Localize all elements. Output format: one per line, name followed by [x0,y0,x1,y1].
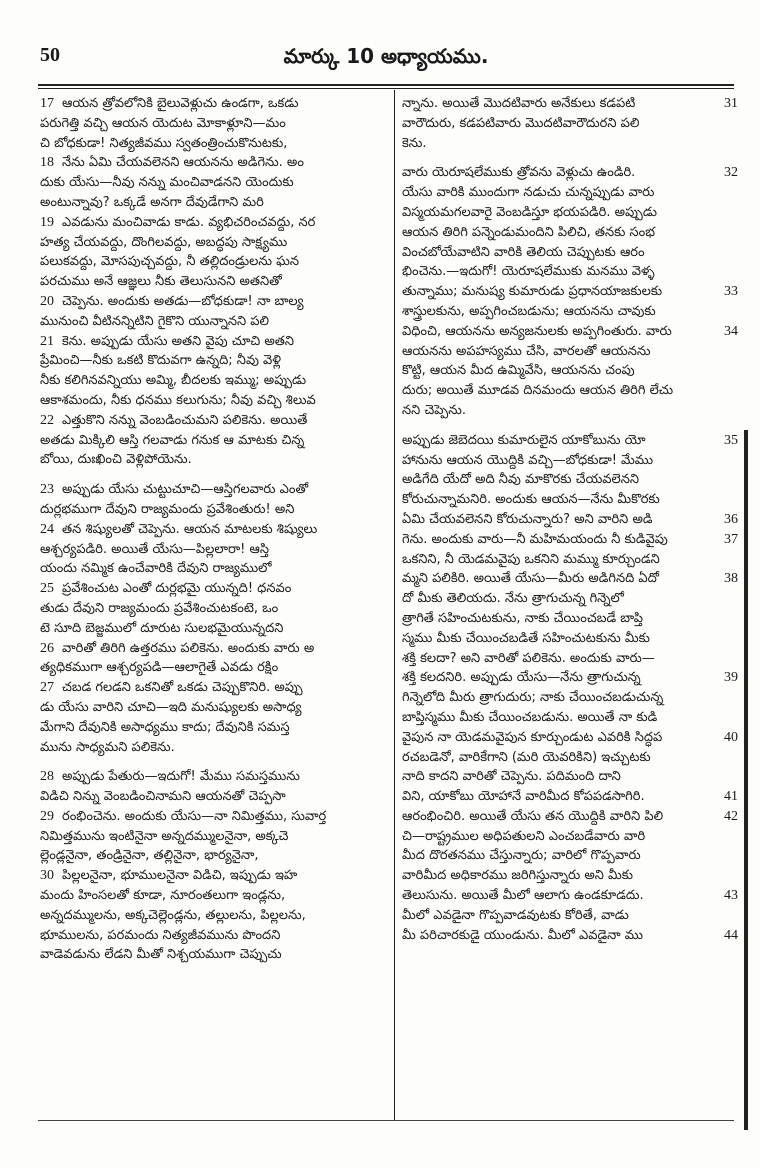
text-line [402,589,736,609]
text-line [40,718,390,738]
text-line [402,282,736,302]
paragraph-gap [40,470,390,480]
text-line [402,609,736,629]
verse-block [40,579,390,638]
line-text: యేసు వారికి ముందుగా నడుచు చున్నప్పుడు వారు [402,185,655,201]
text-line [40,807,390,827]
verse-number: 30 [40,868,54,884]
line-text: హత్య చేయవద్దు, దొంగిలవద్దు, అబద్ధపు సాక్ష్యము [40,234,288,250]
text-line [40,866,390,886]
text-line [40,252,390,272]
line-text: వారు యెరూషలేముకు త్రోవను వెళ్లుచు ఉండిరి. [402,165,636,181]
left-column [40,94,390,965]
line-text: దుర్లభముగా దేవుని రాజ్యమందు ప్రవేశింతురు! అని [40,501,295,517]
verse-block [402,926,736,946]
verse-number: 18 [40,155,54,171]
text-line [40,153,390,173]
text-line [402,688,736,708]
text-line [40,411,390,431]
line-text: ఏమి చేయవలెనని కోరుచున్నారు? అని వారిని అడి [402,511,653,527]
text-line [402,649,736,669]
verse-block [40,520,390,579]
text-line [40,639,390,659]
verse-number: 28 [40,769,54,785]
line-text: రచబడెనో, వారికేగాని (మరి యెవరికిని) ఇచ్చుటకు [402,749,651,765]
line-text: నేను ఏమి చేయవలెనని ఆయనను అడిగెను. అం [62,155,304,171]
text-line [402,431,736,451]
paragraph-gap [40,757,390,767]
line-text: మ్మని పలికిరి. అయితే యేసు—మీరు అడిగినది ఏదో [402,571,659,587]
line-text: తెలుసును. అయితే మీలో ఆలాగు ఉండకూడదు. [402,888,644,904]
verse-block [402,668,736,727]
verse-block [40,292,390,332]
line-text: దురు; అయితే మూడవ దినమందు ఆయన తిరిగి లేచు [402,383,674,399]
text-line [40,371,390,391]
text-line [402,728,736,748]
line-text: స్మము మీకు చేయించబడితే సహించుటకును మీకు [402,630,650,646]
line-text: కెను. అప్పుడు యేసు అతని వైపు చూచి అతని [62,333,295,349]
verse-block [402,282,736,322]
line-text: పిల్లలనైనా, భూములనైనా విడిచి, ఇప్పుడు ఇహ [62,868,298,884]
verse-block [40,411,390,470]
text-line [40,698,390,718]
line-text: మీ పరిచారకుడై యుండును. మీలో ఎవడైనా ము [402,927,643,943]
text-line [402,302,736,322]
text-line [40,94,390,114]
text-line [402,134,736,154]
verse-block [40,678,390,757]
text-line [402,163,736,183]
text-line [40,767,390,787]
line-text: నీకు కలిగినవన్నియు అమ్మి, బీదలకు ఇమ్ము; అప్పుడు [40,373,307,389]
verse-number: 39 [724,670,738,686]
text-line [40,351,390,371]
line-text: అప్పుడు పేతురు—ఇదుగో! మేము సమస్తమును [62,769,300,785]
verse-number: 40 [724,729,738,745]
running-head: మార్కు 10 అధ్యాయము. [283,44,489,68]
line-text: బాప్తిస్మము మీకు చేయించబడును. అయితే నా కుడి [402,709,658,725]
verse-number: 33 [724,284,738,300]
verse-number: 19 [40,214,54,230]
line-text: విని, యాకోబు యోహానే వారిమీద కోపపడసాగిరి. [402,789,645,805]
text-line [402,262,736,282]
page-edge-shadow [744,430,748,1130]
text-line [402,629,736,649]
line-text: చబడ గలడని ఒకనితో ఒకడు చెప్పుకొనిరి. అప్పు [62,680,303,696]
line-text: శక్తి కలదా? అని వారితో పలికెను. అందుకు వారు— [402,650,655,666]
line-text: డు యేసు వారిని చూచి—ఇది మనుష్యులకు అసాధ్య [40,699,302,715]
verse-number: 25 [40,581,54,597]
verse-block [40,332,390,411]
line-text: గెను. అందుకు వారు—నీ మహిమయందు నీ కుడివైపు [402,531,668,547]
text-line [40,540,390,560]
verse-number: 21 [40,333,54,349]
line-text: ఎత్తుకొని నన్ను వెంబడించుమని పలికెను. అయితే [62,412,308,428]
verse-block [402,787,736,807]
line-text: చెప్పెను. అందుకు అతడు—బోధకుడా! నా బాల్య [62,293,304,309]
verse-block [402,163,736,282]
line-text: ఆరంభించిరి. అయితే యేసు తన యొద్దికి వారిని పిలి [402,808,664,824]
text-line [402,451,736,471]
verse-number: 35 [724,432,738,448]
line-text: శాస్త్రులకును, అప్పగించబడును; ఆయనను చావుకు [402,303,656,319]
verse-number: 17 [40,96,54,111]
paragraph-gap [402,421,736,431]
text-line [40,431,390,451]
verse-block [402,530,736,570]
text-line [402,668,736,688]
verse-number: 23 [40,482,54,498]
line-text: మేగాని దేవునికి అసాధ్యము కాదు; దేవునికి సమస్త [40,719,290,735]
text-line [402,846,736,866]
line-text: శక్తి కలదనిరి. అప్పుడు యేసు—నేను త్రాగుచున్న [402,670,641,686]
header-rule-thin [38,88,734,89]
line-text: రంభించెను. అందుకు యేసు—నా నిమిత్తము, సువార్త [62,808,327,824]
text-line [402,381,736,401]
text-line [402,203,736,223]
text-line [40,134,390,154]
line-text: తుడు దేవుని రాజ్యమందు ప్రవేశించుటకంటె, ఒం [40,600,279,616]
text-line [402,748,736,768]
line-text: చి—రాష్ట్రముల అధిపతులని ఎంచబడేవారు వారి [402,828,646,844]
verse-block [402,510,736,530]
line-text: అప్పుడు యేసు చుట్టుచూచి—ఆస్తిగలవారు ఎంతో [62,482,309,498]
verse-number: 38 [724,571,738,587]
column-divider [394,90,395,1120]
line-text: వాడెవడును లేడని మీతో నిశ్చయముగా చెప్పుచు [40,947,282,963]
text-line [40,945,390,965]
text-line [402,827,736,847]
text-line [40,886,390,906]
line-text: ఆయన తిరిగి పన్నెండుమందిని పిలిచి, తనకు సంభ [402,224,655,240]
line-text: మందు హింసలతో కూడా, నూరంతలుగా ఇండ్లను, [40,888,286,904]
line-text: కోరుచున్నామనిరి. అందుకు ఆయన—నేను మీకొరకు [402,492,660,508]
line-text: అతడు మిక్కిలి ఆస్తి గలవాడు గనుక ఆ మాటకు చిన్న [40,432,305,448]
text-line [40,114,390,134]
verse-block [40,807,390,866]
header-rule [38,84,734,86]
text-line [40,619,390,639]
verse-number: 43 [724,888,738,904]
text-line [40,520,390,540]
line-text: ఆయనను అపహస్యము చేసి, వారలతో ఆయనను [402,343,651,359]
text-line [402,401,736,421]
line-text: యందు నమ్మిక ఉంచేవారికి దేవుని రాజ్యములో [40,561,272,577]
line-text: మునుంచి వీటినన్నిటిని గైకొని యున్నానని పలి [40,313,270,329]
text-line [402,342,736,362]
line-text: వారితో తిరిగి ఉత్తరము పలికెను. అందుకు వారు అ [62,640,315,656]
text-line [40,658,390,678]
line-text: నిమిత్తమును ఇంటినైనా అన్నదమ్ములనైనా, అక్కచె [40,828,289,844]
text-line [40,579,390,599]
text-line [40,391,390,411]
text-line [402,787,736,807]
right-column [402,94,736,945]
text-line [40,906,390,926]
line-text: వారౌదురు, కడపటివారు మొదటివారౌదురని పలి [402,115,640,131]
line-text: త్రాగితే సహించుటకును, నాకు చేయించబడే బాప్తి [402,610,643,626]
verse-block [40,639,390,679]
line-text: ప్రవేశించుట ఎంతో దుర్లభమై యున్నది! ధనవం [62,581,292,597]
line-text: మును సాధ్యమని పలికెను. [40,739,175,755]
text-line [40,213,390,233]
line-text: ప్రేమించి—నీకు ఒకటి కొదువగా ఉన్నది; నీవు వెళ్లి [40,353,282,369]
line-text: గిన్నెలోది మీరు త్రాగుదురు; నాకు చేయించబడుచున్న [402,690,664,706]
verse-number: 24 [40,521,54,537]
text-line [40,332,390,352]
verse-number: 42 [724,808,738,824]
verse-number: 26 [40,640,54,656]
line-text: బోయి, దుఃఖించి వెళ్లిపోయెను. [40,452,192,468]
line-text: న్నాను. అయితే మొదటివారు అనేకులు కడపటి [402,96,636,111]
verse-block [402,807,736,886]
line-text: చి బోధకుడా! నిత్యజీవము స్వతంత్రించుకొనుటకు, [40,135,288,151]
line-text: భించెను.—ఇదుగో! యెరూషలేముకు మనము వెళ్ళ [402,264,655,280]
verse-number: 32 [724,165,738,181]
text-line [402,223,736,243]
line-text: తున్నాము; మనుష్య కుమారుడు ప్రధానయాజకులకు [402,284,663,300]
text-line [402,470,736,490]
line-text: నని చెప్పెను. [402,402,466,418]
line-text: పరుగెత్తి వచ్చి ఆయన యెదుట మోకాళ్లూని—మం [40,115,286,131]
line-text: అప్పుడు జెబెదయి కుమారులైన యాకోబును యో [402,432,646,448]
line-text: కొట్టి, ఆయన మీద ఉమ్మివేసి, ఆయనను చంపు [402,363,635,379]
verse-number: 27 [40,680,54,696]
line-text: నాది కాదని వారితో చెప్పెను. పదిమంది దాని [402,769,621,785]
line-text: తన శిష్యులతో చెప్పెను. ఆయన మాటలకు శిష్యులు [62,521,318,537]
text-line [402,183,736,203]
line-text: ల్లెండ్లనైనా, తండ్రినైనా, తల్లినైనా, భార్యనైనా, [40,848,259,864]
line-text: టె సూది బెజ్జములో దూరుట సులభమైయున్నదని [40,620,284,636]
text-line [40,827,390,847]
line-text: మీలో ఎవడైనా గొప్పవాడవుటకు కోరితే, వాడు [402,907,629,923]
text-line [402,490,736,510]
line-text: వారిమీద అధికారము జరిగిస్తున్నారు అని మీకు [402,868,634,884]
line-text: దుకు యేసు—నీవు నన్ను మంచివాడనని యెందుకు [40,175,294,191]
paragraph-gap [402,153,736,163]
line-text: భూములను, పరమందు నిత్యజీవమును పొందని [40,927,281,943]
verse-block [40,767,390,807]
text-line [40,678,390,698]
verse-number: 34 [724,323,738,339]
line-text: విస్మయమగలవారై వెంబడిస్తూ భయపడిరి. అప్పుడు [402,204,657,220]
line-text: హానును ఆయన యొద్దికి వచ్చి—బోధకుడా! మేము [402,452,654,468]
text-line [40,272,390,292]
verse-block [40,94,390,153]
page-number: 50 [40,44,60,66]
text-line [40,500,390,520]
text-line [402,708,736,728]
text-line [40,450,390,470]
text-line [402,530,736,550]
verse-number: 22 [40,412,54,428]
line-text: వించబోయేవాటిని వారికి తెలియ చెప్పుటకు ఆరం [402,244,645,260]
line-text: విడిచి నిన్ను వెంబడించినామని ఆయనతో చెప్పసా [40,789,286,805]
line-text: పరచుము అనే ఆజ్ఞలు నీకు తెలుసునని అతనితో [40,274,282,290]
text-line [402,886,736,906]
text-line [402,550,736,570]
text-line [40,173,390,193]
text-line [40,292,390,312]
verse-block [402,322,736,421]
text-line [402,807,736,827]
text-line [40,846,390,866]
verse-block [40,153,390,212]
verse-block [402,728,736,787]
text-line [402,322,736,342]
line-text: కెను. [402,135,427,151]
text-line [40,559,390,579]
line-text: ఎవడును మంచివాడు కాడు. వ్యభిచరించవద్దు, నర [62,214,316,230]
line-text: దో మీకు తెలియదు. నేను త్రాగుచున్న గిన్నెలో [402,591,624,607]
text-line [40,599,390,619]
line-text: త్యధికముగా ఆశ్చర్యపడి—ఆలాగైతే ఎవడు రక్షిం [40,660,279,676]
text-line [402,510,736,530]
verse-number: 36 [724,511,738,527]
verse-number: 37 [724,531,738,547]
text-line [402,767,736,787]
verse-block [40,866,390,965]
text-line [402,114,736,134]
verse-block [402,886,736,926]
line-text: అంటున్నావు? ఒక్కడే అనగా దేవుడేగాని మరి [40,194,264,210]
verse-block [402,569,736,668]
verse-number: 41 [724,789,738,805]
text-line [402,906,736,926]
verse-block [402,431,736,510]
line-text: ఆకాశమందు, నీకు ధనము కలుగును; నీవు వచ్చి శిలువ [40,392,316,408]
verse-number: 31 [724,96,738,111]
text-line [402,569,736,589]
verse-number: 29 [40,808,54,824]
text-line [40,926,390,946]
line-text: ఆయన త్రోవలోనికి బైలువెళ్లుచు ఉండగా, ఒకడు [62,96,299,111]
line-text: వైపున నా యెడమవైపున కూర్చుండుట ఎవరికి సిద్ధప [402,729,663,745]
text-line [402,926,736,946]
text-line [40,787,390,807]
verse-number: 20 [40,293,54,309]
text-line [40,233,390,253]
line-text: అన్నదమ్ములను, అక్కచెల్లెండ్లను, తల్లులను, పిల్లలను, [40,907,306,923]
verse-block [402,94,736,153]
line-text: పలుకవద్దు, మోసపుచ్చవద్దు, నీ తల్లిదండ్రులను ఘన [40,254,299,270]
text-line [40,193,390,213]
line-text: ఆశ్చర్యపడిరి. అయితే యేసు—పిల్లలారా! ఆస్తి [40,541,269,557]
line-text: ఒకనిని, నీ యెడమవైపు ఒకనిని మమ్ము కూర్చుండని [402,551,660,567]
line-text: మీద దొరతనము చేస్తున్నారు; వారిలో గొప్పవారు [402,848,641,864]
text-line [402,94,736,114]
verse-number: 44 [724,927,738,943]
text-line [402,361,736,381]
text-line [402,243,736,263]
footer-rule [38,1120,734,1121]
line-text: విధించి, ఆయనను అన్యజనులకు అప్పగింతురు. వారు [402,323,672,339]
verse-block [40,480,390,520]
line-text: అడిగేది యేదో అది నీవు మాకొరకు చేయవలెనని [402,472,639,488]
text-line [40,738,390,758]
text-line [402,866,736,886]
page-header [40,40,732,76]
text-line [40,312,390,332]
verse-block [40,213,390,292]
text-line [40,480,390,500]
